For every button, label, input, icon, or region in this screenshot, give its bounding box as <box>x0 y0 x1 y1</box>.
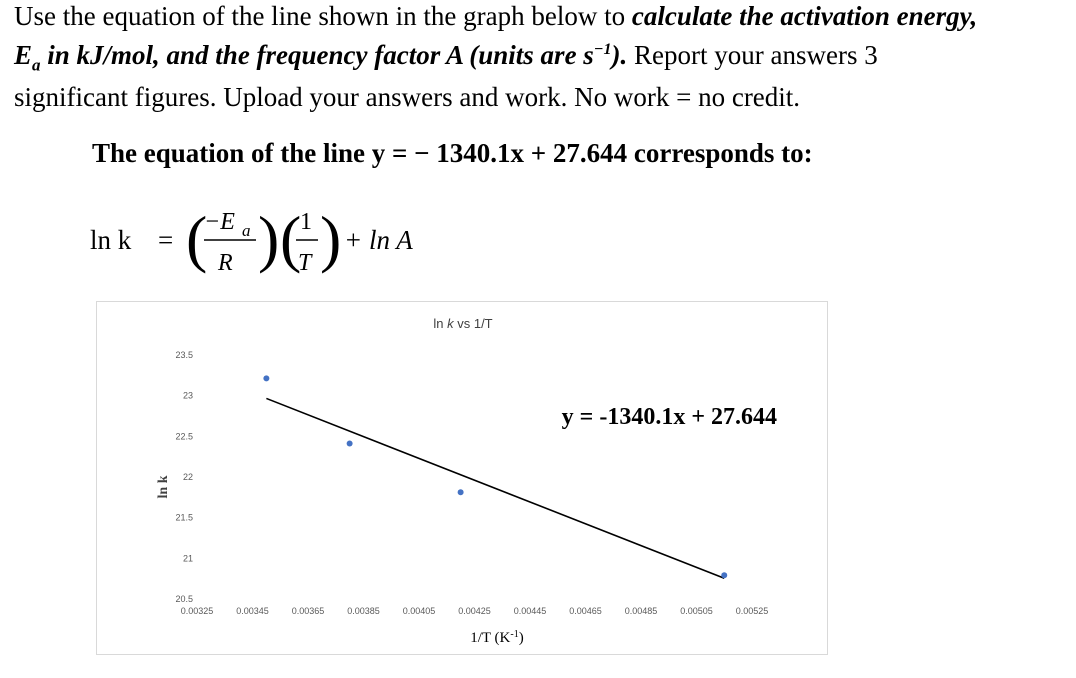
chart-svg <box>97 302 827 654</box>
formula-numerator-2: 1 <box>300 209 312 235</box>
formula-left-paren-2: ( <box>280 203 302 274</box>
chart-container <box>96 301 828 655</box>
data-point <box>458 489 464 495</box>
question-line1-emphasis: calculate the activation energy, <box>631 1 978 31</box>
trendline-equation-label: y = -1340.1x + 27.644 <box>561 404 777 430</box>
chart-title: ln k vs 1/T <box>433 316 493 331</box>
x-tick-label: 0.00345 <box>236 606 269 616</box>
formula-denominator-2: T <box>298 250 312 276</box>
x-tick-label: 0.00445 <box>513 606 547 616</box>
y-tick-label: 21.5 <box>175 512 193 523</box>
y-tick-label: 23 <box>182 390 193 401</box>
y-tick-label: 22 <box>182 472 193 482</box>
y-tick-label: 23.5 <box>175 350 193 360</box>
formula-equals: = <box>158 225 174 255</box>
data-point <box>347 440 353 446</box>
data-point <box>263 375 269 381</box>
x-tick-label: 0.00325 <box>180 606 214 616</box>
x-tick-label: 0.00485 <box>624 606 658 616</box>
data-point <box>721 572 727 578</box>
question-ea-symbol: E <box>14 40 33 70</box>
x-tick-label: 0.00425 <box>458 606 491 616</box>
x-tick-label: 0.00365 <box>291 606 325 616</box>
question-line3: significant figures. Upload your answers and work. No work = no credit. <box>14 82 801 113</box>
x-tick-label: 0.00385 <box>347 606 380 616</box>
formula-numerator-1-sub: a <box>242 221 251 240</box>
question-line2-emphasis-end: ). <box>611 40 628 70</box>
x-tick-label: 0.00505 <box>680 606 713 616</box>
question-line1-start: Use the equation of the line shown in the graph below to <box>14 1 632 31</box>
formula-lhs: ln k <box>90 225 132 255</box>
formula-numerator-1: −E <box>204 209 235 235</box>
question-line2-emphasis: in kJ/mol, and the frequency factor A (units are s <box>40 40 594 70</box>
x-tick-label: 0.00465 <box>569 606 602 616</box>
formula-right-paren-1: ) <box>258 203 280 274</box>
equation-sentence: The equation of the line y = − 1340.1x + 27.644 corresponds to: <box>92 138 813 168</box>
y-tick-label: 20.5 <box>175 594 193 604</box>
x-tick-label: 0.00525 <box>735 606 769 616</box>
formula-tail: + ln A <box>344 225 413 255</box>
y-tick-label: 21 <box>182 553 193 564</box>
formula-left-paren-1: ( <box>186 203 208 274</box>
question-line2-end: Report your answers 3 <box>627 40 878 70</box>
chart-xlabel: 1/T $(K^{-1})$ <box>470 628 524 646</box>
x-tick-label: 0.00405 <box>402 606 436 616</box>
chart-ylabel: ln k <box>156 475 171 499</box>
formula-right-paren-2: ) <box>320 203 342 274</box>
question-units-superscript: −1 <box>593 41 612 58</box>
formula-denominator-1: R <box>218 250 233 276</box>
y-tick-label: 22.5 <box>175 431 193 442</box>
arrhenius-formula <box>90 198 610 288</box>
question-text <box>14 0 1064 114</box>
question-ea-subscript: a <box>32 55 41 75</box>
